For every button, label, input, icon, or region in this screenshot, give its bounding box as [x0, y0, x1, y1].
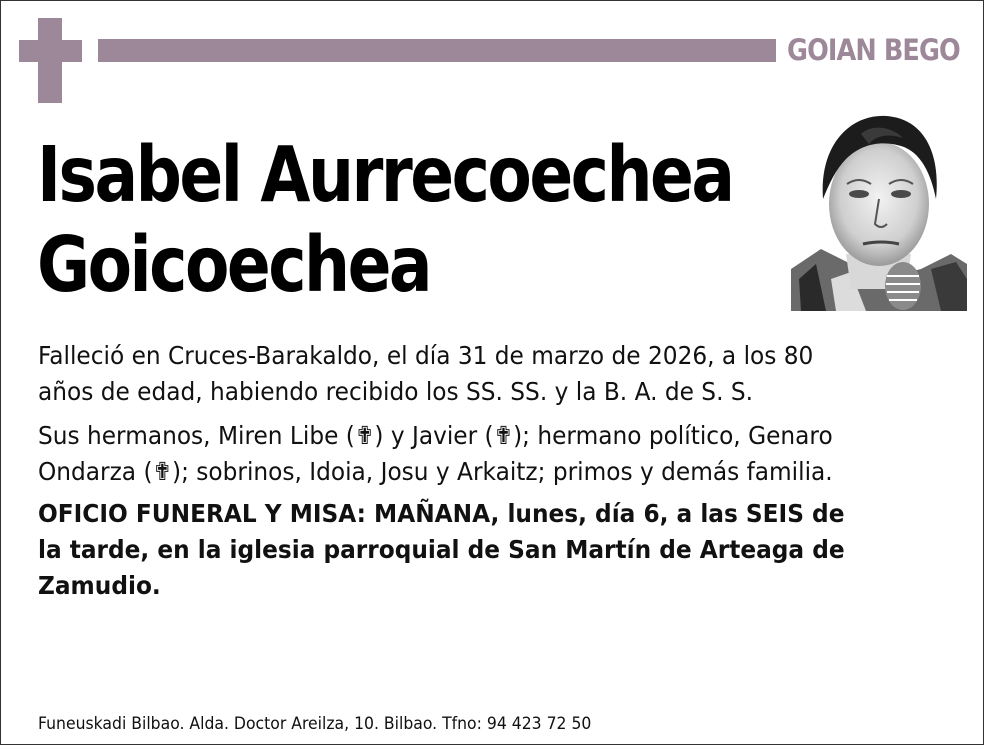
- death-notice: Falleció en Cruces-Barakaldo, el día 31 de marzo de 2026, a los 80 años de edad, habiendo recibido los SS. SS. y la B. A. de S. S.: [38, 341, 814, 406]
- family-list: Sus hermanos, Miren Libe (✟) y Javier (✟); hermano político, Genaro Ondarza (✟); sobrinos, Idoia, Josu y Arkaitz; primos y demás familia.: [38, 421, 833, 486]
- name-line-1: Isabel Aurrecoechea: [37, 131, 733, 220]
- portrait-image: [791, 104, 967, 311]
- deceased-photo: [791, 104, 967, 311]
- cross-icon: [19, 18, 82, 103]
- brand-label: GOIAN BEGO: [787, 33, 960, 67]
- deceased-name: [37, 131, 733, 311]
- name-line-2: Goicoechea: [37, 221, 431, 310]
- cross-horizontal: [19, 40, 82, 62]
- funeral-home-info: Funeuskadi Bilbao. Alda. Doctor Areilza, 10. Bilbao. Tfno: 94 423 72 50: [38, 714, 592, 734]
- obituary-body: [38, 338, 875, 612]
- ceremony-details: OFICIO FUNERAL Y MISA: MAÑANA, lunes, día 6, a las SEIS de la tarde, en la iglesia parroquial de San Martín de Arteaga de Zamudio.: [38, 499, 845, 600]
- header-bar: [98, 39, 776, 62]
